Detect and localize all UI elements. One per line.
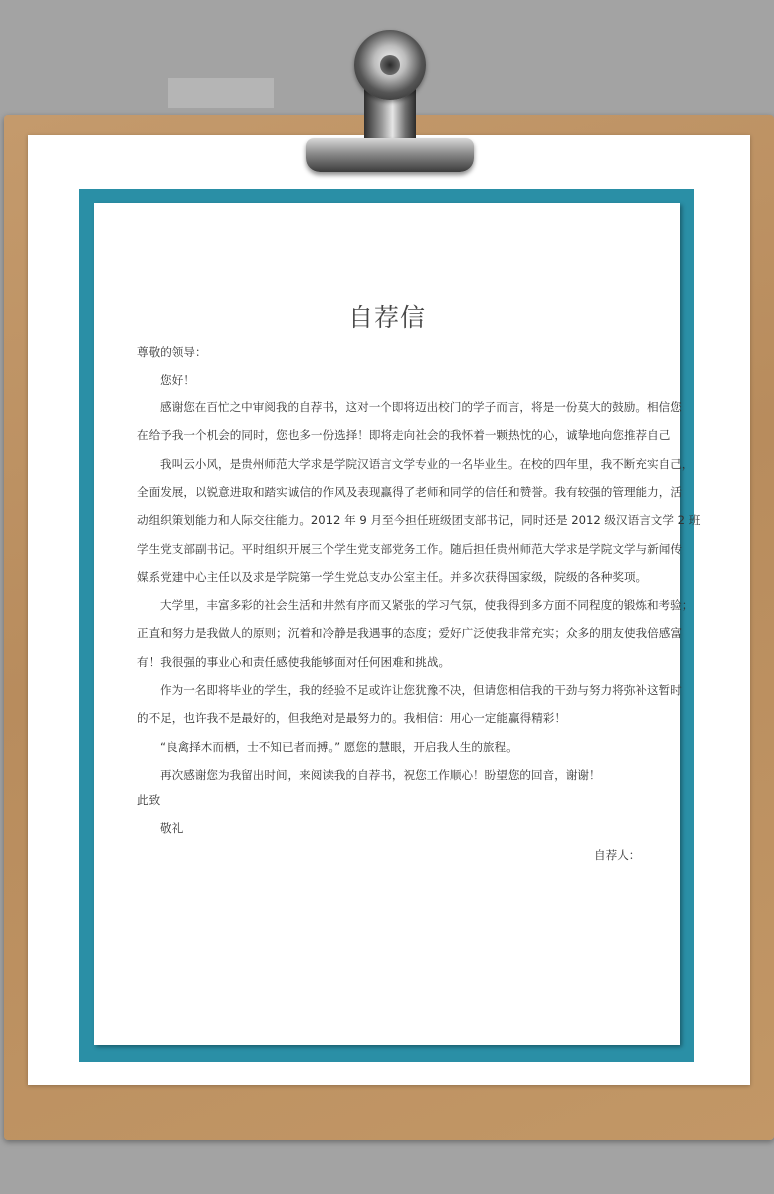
greeting: 尊敬的领导： xyxy=(137,345,207,359)
salute: 敬礼 xyxy=(160,821,184,835)
clip-hole xyxy=(380,55,400,75)
body-line: 感谢您在百忙之中审阅我的自荐书，这对一个即将迈出校门的学子而言，将是一份莫大的鼓励。相信您 xyxy=(160,400,682,414)
body-line: 再次感谢您为我留出时间，来阅读我的自荐书，祝您工作顺心！盼望您的回音，谢谢！ xyxy=(160,767,601,782)
body-line: 有！我很强的事业心和责任感使我能够面对任何困难和挑战。 xyxy=(137,654,451,669)
letter-content xyxy=(94,203,701,1045)
body-line: 正直和努力是我做人的原则；沉着和冷静是我遇事的态度；爱好广泛使我非常充实；众多的朋友使我倍感富 xyxy=(137,626,682,641)
body-line: 我叫云小风，是贵州师范大学求是学院汉语言文学专业的一名毕业生。在校的四年里，我不断充实自己， xyxy=(160,456,694,471)
body-line: 的不足，也许我不是最好的，但我绝对是最努力的。我相信：用心一定能赢得精彩！ xyxy=(137,711,566,726)
hello: 您好！ xyxy=(160,373,195,387)
body-line: 大学里，丰富多彩的社会生活和井然有序而又紧张的学习气氛，使我得到多方面不同程度的锻炼和考验； xyxy=(160,598,694,613)
body-line: 全面发展，以锐意进取和踏实诚信的作风及表现赢得了老师和同学的信任和赞誉。我有较强的管理能力，活 xyxy=(137,484,682,499)
body-line: 作为一名即将毕业的学生，我的经验不足或许让您犹豫不决，但请您相信我的干劲与努力将弥补这暂时 xyxy=(160,683,682,697)
background-patch xyxy=(168,78,274,108)
body-line: 学生党支部副书记。平时组织开展三个学生党支部党务工作。随后担任贵州师范大学求是学院文学与新闻传 xyxy=(137,541,682,556)
body-line: “良禽择木而栖，士不知已者而搏。” 愿您的慧眼，开启我人生的旅程。 xyxy=(160,739,518,754)
binder-clip-icon xyxy=(306,138,474,172)
body-line: 在给予我一个机会的同时，您也多一份选择！即将走向社会的我怀着一颗热忱的心，诚挚地向您推荐自己 xyxy=(137,428,671,443)
body-line: 媒系党建中心主任以及求是学院第一学生党总支办公室主任。并多次获得国家级，院级的各种奖项。 xyxy=(137,569,648,584)
signature: 自荐人： xyxy=(594,848,641,862)
page-title: 自荐信 xyxy=(347,303,426,332)
closing: 此致 xyxy=(137,793,161,807)
body-line: 动组织策划能力和人际交往能力。2012 年 9 月至今担任班级团支部书记，同时还是 2012 级汉语言文学 2 班 xyxy=(137,513,701,528)
